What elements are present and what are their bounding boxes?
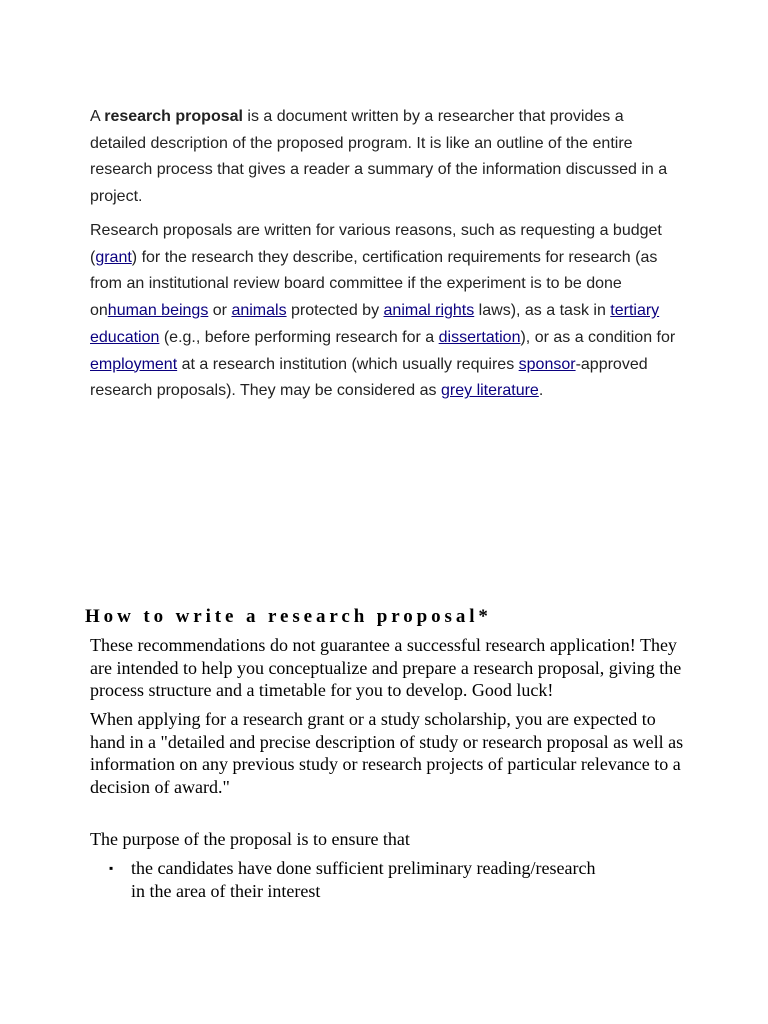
term-research-proposal: research proposal [104, 108, 243, 125]
text-segment: or [208, 302, 232, 320]
intro-definition-text: is a document written by a researcher that provides a detailed description of the proposed program. It is like an outline of the entire research process that gives a reader a summary of the information discussed in a project. [90, 108, 668, 206]
list-item [90, 857, 690, 902]
text-segment: ), or as a condition for [520, 328, 676, 346]
guide-paragraph-purpose: The purpose of the proposal is to ensure that [90, 829, 410, 849]
application-line-1: When applying for a research grant or a study scholarship, you are expected to [90, 709, 656, 729]
intro-paragraph-1 [90, 104, 680, 211]
guide-paragraph-disclaimer: These recommendations do not guarantee a successful research application! They are intended to help you conceptualize and prepare a research proposal, giving the process structure and a timetable for you to develop. Good luck! [90, 635, 682, 701]
guide-paragraph-application [90, 708, 690, 799]
text-segment: laws), as a task in [474, 302, 611, 320]
text-segment: (e.g., before performing research for a [159, 328, 439, 346]
text-segment: . [538, 382, 544, 400]
text-segment: -approved research proposals). They may be considered as [90, 355, 648, 400]
square-bullet-icon: ▪ [109, 861, 114, 875]
link-grant[interactable]: grant [95, 248, 132, 266]
text-segment: protected by [286, 302, 384, 320]
link-animal-rights[interactable]: animal rights [383, 302, 475, 320]
link-dissertation[interactable]: dissertation [438, 328, 521, 346]
intro-article: A [90, 108, 105, 125]
intro-paragraph-2 [90, 218, 685, 405]
text-segment: at a research institution (which usually requires [177, 355, 519, 373]
link-tertiary-education[interactable]: tertiary education [90, 302, 660, 346]
link-sponsor[interactable]: sponsor [518, 355, 576, 373]
link-employment[interactable]: employment [90, 355, 178, 373]
purpose-bullet-list [90, 857, 690, 902]
bullet-line-1: the candidates have done sufficient preliminary reading/research [131, 858, 596, 878]
text-segment: ) for the research they describe, certification requirements for research (as from an institutional review board committee if the experiment is to be done on [90, 248, 658, 320]
bullet-line-2: in the area of their interest [131, 880, 321, 901]
link-human-beings[interactable]: human beings [107, 302, 209, 320]
link-animals[interactable]: animals [231, 302, 287, 320]
link-grey-literature[interactable]: grey literature [441, 382, 539, 400]
section-heading: How to write a research proposal* [85, 606, 492, 627]
text-segment: Research proposals are written for various reasons, such as requesting a budget ( [90, 222, 662, 266]
application-line-2: hand in a "detailed and precise description of study or research proposal as well as information on any previous study or research projects of particular relevance to a decision of award." [90, 731, 684, 798]
